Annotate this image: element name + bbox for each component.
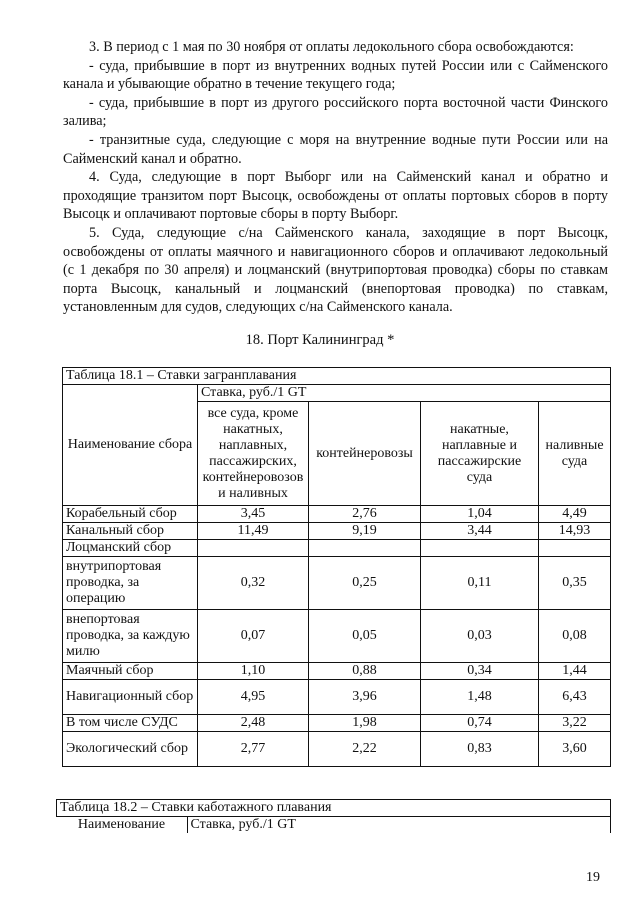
table-cell: 0,32 xyxy=(198,557,309,610)
paragraph: - суда, прибывшие в порт из другого российского порта восточной части Финского залива; xyxy=(63,94,608,130)
table-row xyxy=(63,506,611,523)
table-cell: 4,49 xyxy=(539,506,611,523)
table-row xyxy=(63,715,611,732)
table-cell: 0,08 xyxy=(539,610,611,663)
table-caption-row xyxy=(57,800,611,817)
table-cell: 1,98 xyxy=(309,715,421,732)
table-cell: 0,35 xyxy=(539,557,611,610)
table-cell: 4,95 xyxy=(198,680,309,715)
table-cell: 0,03 xyxy=(421,610,539,663)
table-cell: 2,77 xyxy=(198,732,309,767)
row-label: Канальный сбор xyxy=(63,523,198,540)
table-row xyxy=(63,557,611,610)
column-header-name: Наименование сбора xyxy=(63,385,198,506)
table-cell: 2,48 xyxy=(198,715,309,732)
page-number: 19 xyxy=(586,870,600,885)
table-cell: 2,76 xyxy=(309,506,421,523)
row-label: Корабельный сбор xyxy=(63,506,198,523)
table-cell: 1,48 xyxy=(421,680,539,715)
row-label: В том числе СУДС xyxy=(63,715,198,732)
table-cell: 0,34 xyxy=(421,663,539,680)
row-label: внепортовая проводка, за каждую милю xyxy=(63,610,198,663)
table-header-row xyxy=(57,817,611,834)
table-cell: 0,74 xyxy=(421,715,539,732)
table-caption: Таблица 18.1 – Ставки загранплавания xyxy=(63,368,611,385)
row-label: Маячный сбор xyxy=(63,663,198,680)
table-cell xyxy=(309,540,421,557)
column-header-rate: Ставка, руб./1 GT xyxy=(187,817,611,834)
table-cell: 0,25 xyxy=(309,557,421,610)
table-cell: 3,44 xyxy=(421,523,539,540)
table-cell: 6,43 xyxy=(539,680,611,715)
table-row xyxy=(63,610,611,663)
paragraph: - суда, прибывшие в порт из внутренних водных путей России или с Сайменского канала и убывающие обратно в течение текущего года; xyxy=(63,57,608,93)
row-label: Экологический сбор xyxy=(63,732,198,767)
table-cell: 0,07 xyxy=(198,610,309,663)
table-cell: 0,05 xyxy=(309,610,421,663)
table-caption: Таблица 18.2 – Ставки каботажного плавания xyxy=(57,800,611,817)
column-header-tankers: наливные суда xyxy=(539,402,611,506)
table-cell: 1,04 xyxy=(421,506,539,523)
row-label: Навигационный сбор xyxy=(63,680,198,715)
column-header-name: Наименование xyxy=(57,817,188,834)
table-row xyxy=(63,540,611,557)
table-cell: 14,93 xyxy=(539,523,611,540)
body-text xyxy=(63,38,608,317)
table-cell xyxy=(539,540,611,557)
table-row xyxy=(63,523,611,540)
table-cell: 9,19 xyxy=(309,523,421,540)
table-cell: 1,10 xyxy=(198,663,309,680)
table-cell: 11,49 xyxy=(198,523,309,540)
column-header-container-ships: контейнеровозы xyxy=(309,402,421,506)
paragraph: 5. Суда, следующие с/на Сайменского канала, заходящие в порт Высоцк, освобождены от оплаты маячного и навигационного сборов и оплачивают ледокольный (с 1 декабря по 30 апреля) и лоцманский (внутрипортовая проводка) сборы по ставкам порта Высоцк, канальный и лоцманский (внепортовая проводка) по ставкам, установленным для судов, следующих с/на Сайменского канала. xyxy=(63,224,608,316)
column-header-roro-passenger: накатные, наплавные и пассажирские суда xyxy=(421,402,539,506)
rates-table-foreign xyxy=(62,367,611,767)
table-cell xyxy=(421,540,539,557)
column-header-all-vessels: все суда, кроме накатных, наплавных, пассажирских, контейнеровозов и наливных xyxy=(198,402,309,506)
paragraph: 4. Суда, следующие в порт Выборг или на Сайменский канал и обратно и проходящие транзитом порт Высоцк, освобождены от оплаты портовых сборов в порту Высоцк и оплачивают портовые сборы в порту Выборг. xyxy=(63,169,608,223)
table-row xyxy=(63,732,611,767)
table-cell: 3,60 xyxy=(539,732,611,767)
paragraph: 3. В период с 1 мая по 30 ноября от оплаты ледокольного сбора освобождаются: xyxy=(89,39,574,55)
table-cell: 0,88 xyxy=(309,663,421,680)
row-label: внутрипортовая проводка, за операцию xyxy=(63,557,198,610)
row-label: Лоцманский сбор xyxy=(63,540,198,557)
table-caption-row xyxy=(63,368,611,385)
table-cell: 0,83 xyxy=(421,732,539,767)
column-header-rate: Ставка, руб./1 GT xyxy=(198,385,611,402)
table-header-row xyxy=(63,385,611,402)
table-cell: 3,22 xyxy=(539,715,611,732)
table-cell: 3,45 xyxy=(198,506,309,523)
table-cell: 2,22 xyxy=(309,732,421,767)
rates-table-coastal xyxy=(56,799,611,833)
paragraph: - транзитные суда, следующие с моря на внутренние водные пути России или на Сайменский канал и обратно. xyxy=(63,131,608,167)
table-cell xyxy=(198,540,309,557)
table-cell: 0,11 xyxy=(421,557,539,610)
table-cell: 1,44 xyxy=(539,663,611,680)
table-cell: 3,96 xyxy=(309,680,421,715)
table-row xyxy=(63,680,611,715)
section-title: 18. Порт Калининград * xyxy=(245,332,395,348)
table-row xyxy=(63,663,611,680)
